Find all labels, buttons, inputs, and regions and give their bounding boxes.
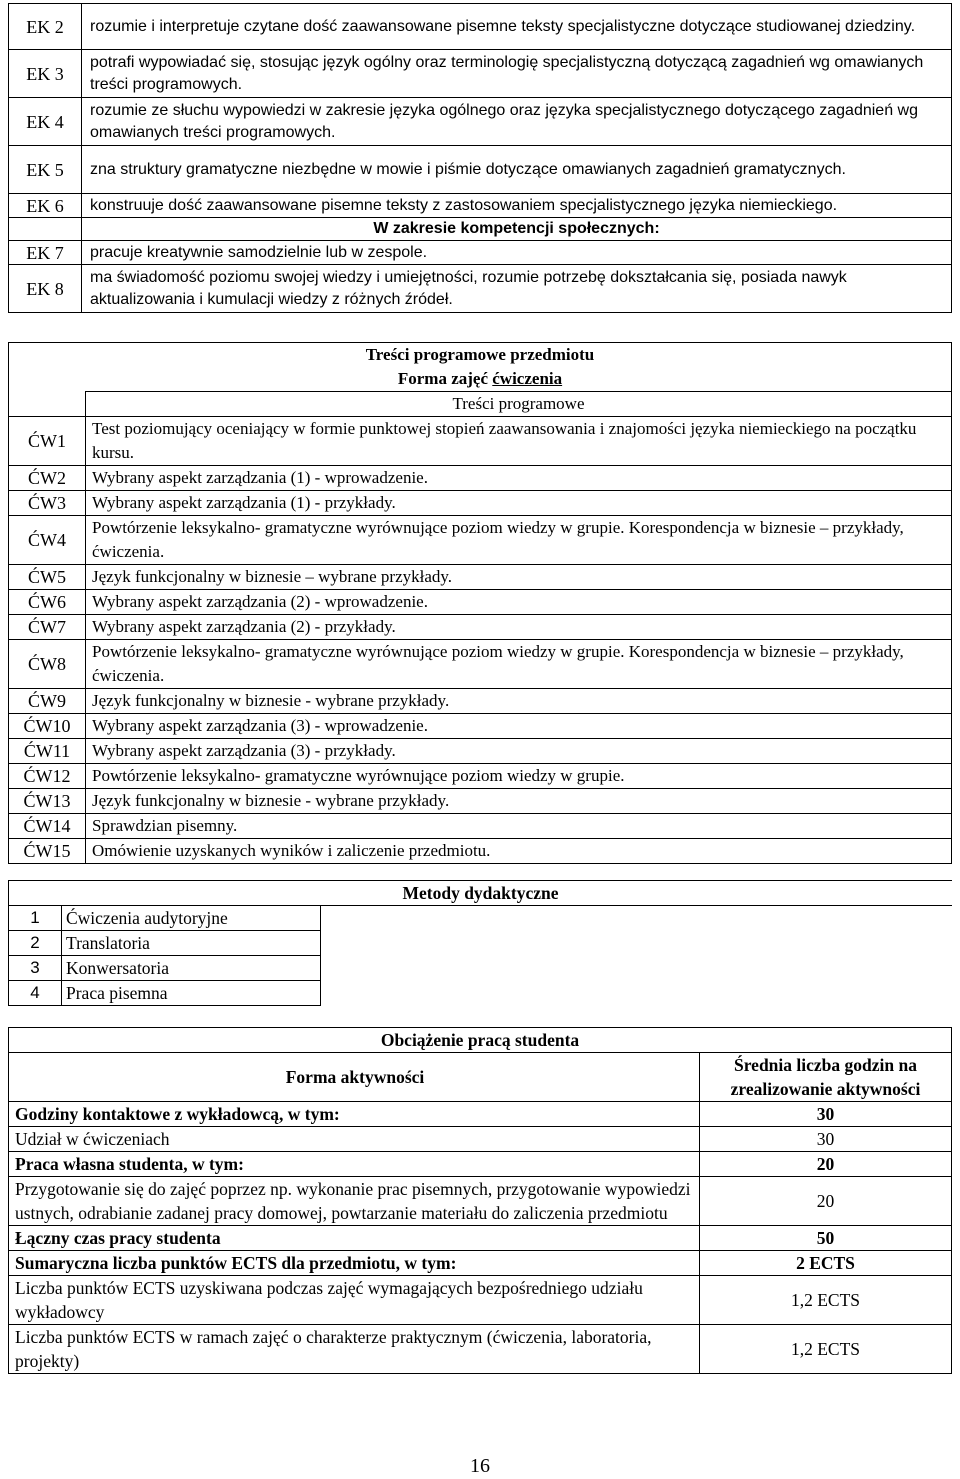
section-title: Treści programowe przedmiotu bbox=[9, 343, 952, 368]
teaching-methods-table bbox=[8, 880, 952, 1006]
table-row bbox=[9, 1276, 952, 1325]
activity-value: 50 bbox=[700, 1226, 952, 1251]
table-title-row bbox=[9, 1028, 952, 1053]
row-code: ĆW6 bbox=[9, 590, 86, 615]
ek-description: potrafi wypowiadać się, stosując język ogólny oraz terminologię specjalistyczną dotyczącą zagadnień wg omawianych treści programowych. bbox=[82, 50, 952, 98]
table-row bbox=[9, 565, 952, 590]
section-title: Metody dydaktyczne bbox=[9, 881, 953, 906]
method-number: 2 bbox=[9, 931, 62, 956]
table-title-row bbox=[9, 367, 952, 392]
row-text: Wybrany aspekt zarządzania (3) - przykłady. bbox=[86, 739, 952, 764]
method-label: Konwersatoria bbox=[62, 956, 321, 981]
table-row bbox=[9, 689, 952, 714]
row-text: Powtórzenie leksykalno- gramatyczne wyrównujące poziom wiedzy w grupie. Korespondencja w biznesie – przykłady, ćwiczenia. bbox=[86, 640, 952, 689]
ek-code: EK 3 bbox=[9, 50, 82, 98]
table-row bbox=[9, 146, 952, 194]
row-text: Wybrany aspekt zarządzania (3) - wprowadzenie. bbox=[86, 714, 952, 739]
activity-value: 2 ECTS bbox=[700, 1251, 952, 1276]
activity-value: 1,2 ECTS bbox=[700, 1325, 952, 1374]
student-workload-table bbox=[8, 1027, 952, 1374]
ek-description: pracuje kreatywnie samodzielnie lub w zespole. bbox=[82, 241, 952, 265]
table-row bbox=[9, 491, 952, 516]
row-code: ĆW1 bbox=[9, 417, 86, 466]
section-subheading: W zakresie kompetencji społecznych: bbox=[82, 218, 952, 241]
row-code: ĆW3 bbox=[9, 491, 86, 516]
table-row bbox=[9, 50, 952, 98]
ek-description: ma świadomość poziomu swojej wiedzy i umiejętności, rozumie potrzebę dokształcania się, posiada nawyk aktualizowania i kumulacji wiedzy z różnych źródeł. bbox=[82, 265, 952, 313]
row-code: ĆW5 bbox=[9, 565, 86, 590]
table-row bbox=[9, 417, 952, 466]
activity-label: Liczba punktów ECTS w ramach zajęć o charakterze praktycznym (ćwiczenia, laboratoria, projekty) bbox=[9, 1325, 700, 1374]
row-text: Omówienie uzyskanych wyników i zaliczenie przedmiotu. bbox=[86, 839, 952, 864]
page-number: 16 bbox=[470, 1455, 490, 1477]
ek-code: EK 7 bbox=[9, 241, 82, 265]
row-code: ĆW2 bbox=[9, 466, 86, 491]
table-title-row bbox=[9, 343, 952, 368]
ek-code: EK 5 bbox=[9, 146, 82, 194]
table-row bbox=[9, 714, 952, 739]
activity-label: Liczba punktów ECTS uzyskiwana podczas zajęć wymagających bezpośredniego udziału wykładowcy bbox=[9, 1276, 700, 1325]
table-row bbox=[9, 590, 952, 615]
activity-label: Przygotowanie się do zajęć poprzez np. wykonanie prac pisemnych, przygotowanie wypowiedzi ustnych, odrabianie zadanej pracy domowej, powtarzanie materiału do zaliczenia przedmiotu bbox=[9, 1177, 700, 1226]
activity-value: 20 bbox=[700, 1152, 952, 1177]
row-text: Sprawdzian pisemny. bbox=[86, 814, 952, 839]
table-title-row bbox=[9, 881, 953, 906]
method-label: Translatoria bbox=[62, 931, 321, 956]
table-row bbox=[9, 265, 952, 313]
table-row bbox=[9, 516, 952, 565]
row-code: ĆW15 bbox=[9, 839, 86, 864]
table-row bbox=[9, 1152, 952, 1177]
row-text: Wybrany aspekt zarządzania (2) - przykłady. bbox=[86, 615, 952, 640]
empty-cell bbox=[9, 392, 86, 417]
table-row bbox=[9, 764, 952, 789]
table-row bbox=[9, 789, 952, 814]
activity-value: 30 bbox=[700, 1102, 952, 1127]
activity-value: 20 bbox=[700, 1177, 952, 1226]
ek-description: rozumie i interpretuje czytane dość zaawansowane pisemne teksty specjalistyczne dotyczące studiowanej dziedziny. bbox=[82, 4, 952, 50]
row-code: ĆW9 bbox=[9, 689, 86, 714]
row-text: Powtórzenie leksykalno- gramatyczne wyrównujące poziom wiedzy w grupie. bbox=[86, 764, 952, 789]
table-row bbox=[9, 1127, 952, 1152]
table-row bbox=[9, 981, 953, 1006]
table-row bbox=[9, 241, 952, 265]
empty-cell bbox=[321, 931, 953, 956]
row-code: ĆW4 bbox=[9, 516, 86, 565]
row-text: Język funkcjonalny w biznesie - wybrane przykłady. bbox=[86, 789, 952, 814]
table-row bbox=[9, 4, 952, 50]
activity-label: Praca własna studenta, w tym: bbox=[9, 1152, 700, 1177]
class-form bbox=[9, 367, 952, 392]
method-number: 4 bbox=[9, 981, 62, 1006]
table-row bbox=[9, 194, 952, 218]
row-text: Wybrany aspekt zarządzania (1) - przykłady. bbox=[86, 491, 952, 516]
ek-code: EK 6 bbox=[9, 194, 82, 218]
method-number: 3 bbox=[9, 956, 62, 981]
empty-cell bbox=[9, 218, 82, 241]
empty-cell bbox=[321, 956, 953, 981]
row-text: Wybrany aspekt zarządzania (1) - wprowadzenie. bbox=[86, 466, 952, 491]
activity-value: 30 bbox=[700, 1127, 952, 1152]
activity-label: Godziny kontaktowe z wykładowcą, w tym: bbox=[9, 1102, 700, 1127]
ek-code: EK 2 bbox=[9, 4, 82, 50]
table-row bbox=[9, 1177, 952, 1226]
table-row bbox=[9, 906, 953, 931]
row-code: ĆW12 bbox=[9, 764, 86, 789]
course-content-table bbox=[8, 342, 952, 864]
table-row bbox=[9, 839, 952, 864]
table-header-row bbox=[9, 1053, 952, 1102]
row-text: Język funkcjonalny w biznesie – wybrane przykłady. bbox=[86, 565, 952, 590]
activity-label: Łączny czas pracy studenta bbox=[9, 1226, 700, 1251]
table-row bbox=[9, 615, 952, 640]
column-header: Forma aktywności bbox=[9, 1053, 700, 1102]
class-form-value: ćwiczenia bbox=[492, 369, 563, 388]
table-row bbox=[9, 466, 952, 491]
table-header-row bbox=[9, 392, 952, 417]
learning-outcomes-table bbox=[8, 3, 952, 313]
ek-description: zna struktury gramatyczne niezbędne w mowie i piśmie dotyczące omawianych zagadnień gramatycznych. bbox=[82, 146, 952, 194]
ek-description: konstruuje dość zaawansowane pisemne teksty z zastosowaniem specjalistycznego języka niemieckiego. bbox=[82, 194, 952, 218]
activity-label: Udział w ćwiczeniach bbox=[9, 1127, 700, 1152]
empty-cell bbox=[321, 981, 953, 1006]
row-text: Wybrany aspekt zarządzania (2) - wprowadzenie. bbox=[86, 590, 952, 615]
activity-label: Sumaryczna liczba punktów ECTS dla przedmiotu, w tym: bbox=[9, 1251, 700, 1276]
row-code: ĆW8 bbox=[9, 640, 86, 689]
ek-description: rozumie ze słuchu wypowiedzi w zakresie języka ogólnego oraz języka specjalistycznego dotyczącego zagadnień wg omawianych treści programowych. bbox=[82, 98, 952, 146]
section-title: Obciążenie pracą studenta bbox=[9, 1028, 952, 1053]
method-label: Praca pisemna bbox=[62, 981, 321, 1006]
row-text: Test poziomujący oceniający w formie punktowej stopień zaawansowania i znajomości języka niemieckiego na początku kursu. bbox=[86, 417, 952, 466]
column-header: Średnia liczba godzin na zrealizowanie aktywności bbox=[700, 1053, 952, 1102]
class-form-label: Forma zajęć bbox=[397, 369, 489, 388]
row-code: ĆW11 bbox=[9, 739, 86, 764]
table-row bbox=[9, 1251, 952, 1276]
empty-cell bbox=[321, 906, 953, 931]
table-row bbox=[9, 739, 952, 764]
row-code: ĆW7 bbox=[9, 615, 86, 640]
ek-code: EK 4 bbox=[9, 98, 82, 146]
method-label: Ćwiczenia audytoryjne bbox=[62, 906, 321, 931]
table-row bbox=[9, 218, 952, 241]
row-code: ĆW13 bbox=[9, 789, 86, 814]
row-text: Język funkcjonalny w biznesie - wybrane przykłady. bbox=[86, 689, 952, 714]
row-text: Powtórzenie leksykalno- gramatyczne wyrównujące poziom wiedzy w grupie. Korespondencja w biznesie – przykłady, ćwiczenia. bbox=[86, 516, 952, 565]
column-header: Treści programowe bbox=[86, 392, 952, 417]
table-row bbox=[9, 1325, 952, 1374]
activity-value: 1,2 ECTS bbox=[700, 1276, 952, 1325]
table-row bbox=[9, 814, 952, 839]
table-row bbox=[9, 956, 953, 981]
table-row bbox=[9, 640, 952, 689]
method-number: 1 bbox=[9, 906, 62, 931]
table-row bbox=[9, 931, 953, 956]
table-row bbox=[9, 98, 952, 146]
row-code: ĆW14 bbox=[9, 814, 86, 839]
table-row bbox=[9, 1102, 952, 1127]
row-code: ĆW10 bbox=[9, 714, 86, 739]
ek-code: EK 8 bbox=[9, 265, 82, 313]
table-row bbox=[9, 1226, 952, 1251]
